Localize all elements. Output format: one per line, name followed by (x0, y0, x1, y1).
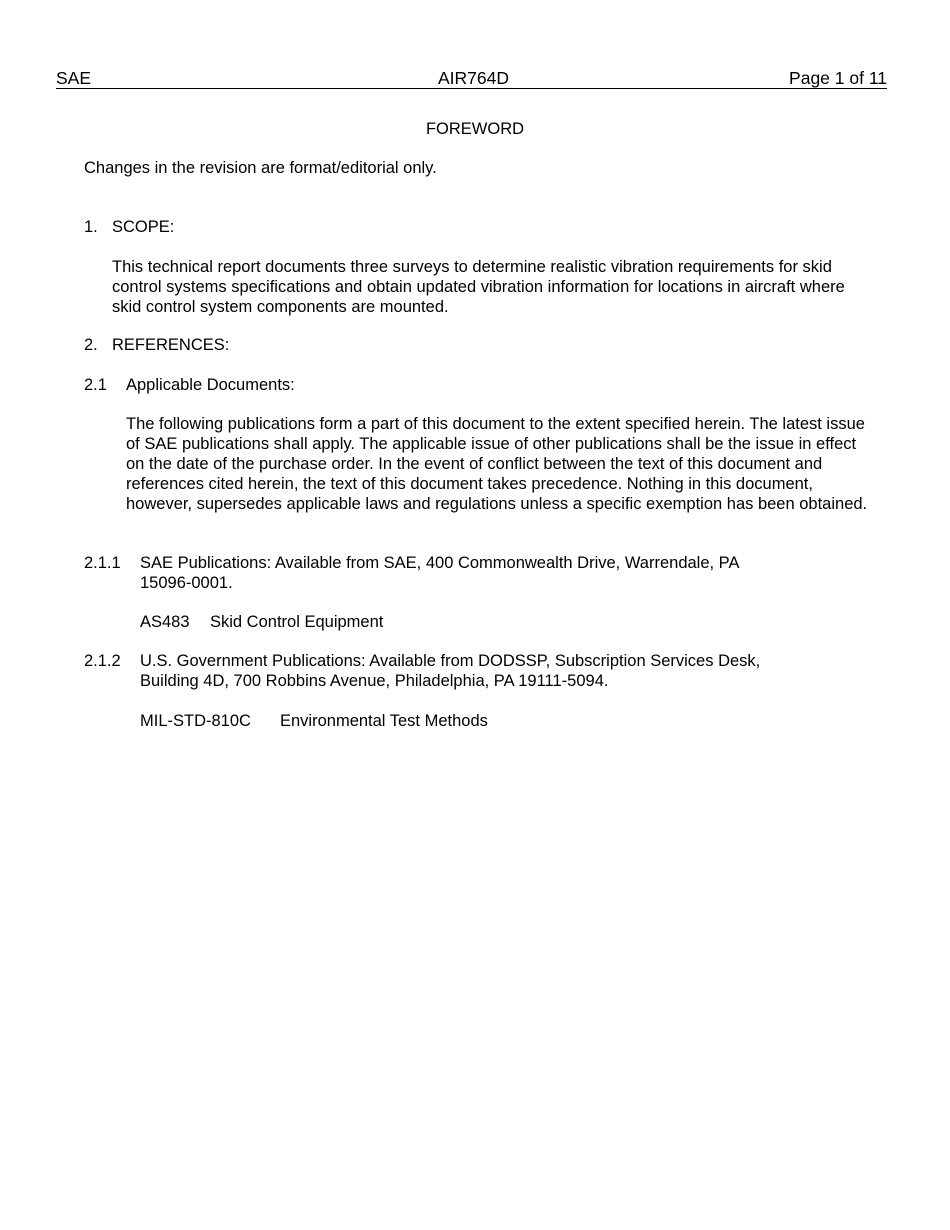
section-number-scope: 1. (84, 218, 98, 236)
section-heading-applicable: Applicable Documents: (126, 376, 295, 394)
section-number-sae-publications: 2.1.1 (84, 554, 121, 572)
sae-publications-text: SAE Publications: Available from SAE, 400 Commonwealth Drive, Warrendale, PA 15096-0001. (140, 554, 739, 592)
section-number-references: 2. (84, 336, 98, 354)
section-number-gov-publications: 2.1.2 (84, 652, 121, 670)
applicable-paragraph: The following publications form a part of this document to the extent specified herein. The latest issue of SAE publications shall apply. The applicable issue of other publications shall be the issue in effect on the date of the purchase order. In the event of conflict between the text of this document and references cited herein, the text of this document takes precedence. Nothing in this document, however, supersedes applicable laws and regulations unless a specific exemption has been obtained. (126, 415, 868, 513)
header-doc-number: AIR764D (438, 68, 510, 88)
reference-title-mil-std-810c: Environmental Test Methods (280, 712, 488, 730)
page-header (56, 68, 887, 89)
reference-title-as483: Skid Control Equipment (210, 613, 384, 631)
scope-paragraph: This technical report documents three surveys to determine realistic vibration requirements for skid control systems specifications and obtain updated vibration information for locations in aircraft where skid control system components are mounted. (112, 258, 845, 316)
reference-code-as483: AS483 (140, 613, 190, 631)
foreword-title: FOREWORD (425, 120, 525, 138)
section-heading-references: REFERENCES: (112, 336, 230, 354)
reference-code-mil-std-810c: MIL-STD-810C (140, 712, 251, 730)
gov-publications-text: U.S. Government Publications: Available from DODSSP, Subscription Services Desk, Building 4D, 700 Robbins Avenue, Philadelphia, PA 19111-5094. (140, 652, 761, 690)
header-org: SAE (56, 68, 92, 88)
foreword-text: Changes in the revision are format/editorial only. (84, 159, 437, 177)
section-number-applicable: 2.1 (84, 376, 107, 394)
header-page-number: Page 1 of 11 (789, 68, 887, 88)
section-heading-scope: SCOPE: (112, 218, 175, 236)
